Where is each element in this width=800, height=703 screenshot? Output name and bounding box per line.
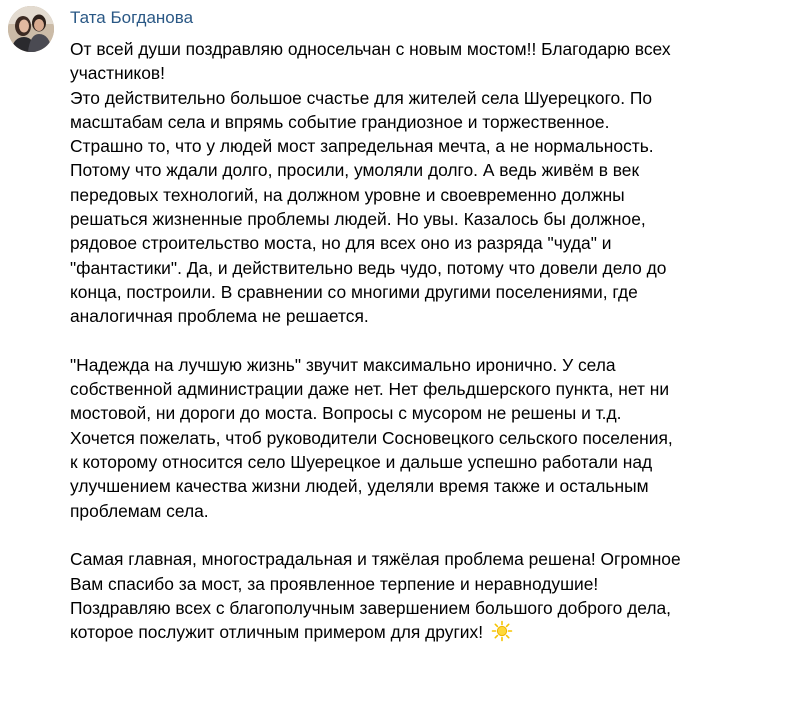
text-line: проблемам села. xyxy=(70,500,209,521)
text-line: собственной администрации даже нет. Нет фельдшерского пункта, нет ни xyxy=(70,379,670,400)
text-line: аналогичная проблема не решается. xyxy=(70,306,369,327)
text-line: решаться жизненные проблемы людей. Но увы. Казалось бы должное, xyxy=(70,209,646,230)
author-name-link[interactable]: Тата Богданова xyxy=(70,8,194,27)
text-line-last xyxy=(70,620,794,644)
text-line: улучшением качества жизни людей, уделяли время также и остальным xyxy=(70,476,649,497)
avatar-photo xyxy=(8,6,54,52)
text-line: Страшно то, что у людей мост запредельная мечта, а не нормальность. xyxy=(70,136,654,157)
text-line: "фантастики". Да, и действительно ведь чудо, потому что довели дело до xyxy=(70,257,667,278)
text-line: масштабам села и впрямь событие грандиозное и торжественное. xyxy=(70,111,610,132)
text-line: Вам спасибо за мост, за проявленное терпение и неравнодушие! xyxy=(70,573,599,594)
text-line: Потому что ждали долго, просили, умоляли долго. А ведь живём в век xyxy=(70,160,640,181)
text-line: рядовое строительство моста, но для всех оно из разряда "чуда" и xyxy=(70,233,612,254)
sun-icon xyxy=(491,620,513,642)
text-line: конца, построили. В сравнении со многими другими поселениями, где xyxy=(70,281,638,302)
text-line: От всей души поздравляю односельчан с новым мостом!! Благодарю всех xyxy=(70,39,671,59)
text-line: к которому относится село Шуерецкое и дальше успешно работали над xyxy=(70,452,653,473)
text-line: Самая главная, многострадальная и тяжёлая проблема решена! Огромное xyxy=(70,549,681,570)
avatar[interactable] xyxy=(8,6,54,52)
text-line-content: которое послужит отличным примером для других! xyxy=(70,622,484,643)
text-line: передовых технологий, на должном уровне и своевременно должны xyxy=(70,184,625,205)
next-comment-cut-off xyxy=(70,693,370,703)
paragraph-3 xyxy=(70,547,794,644)
paragraph-gap xyxy=(70,523,794,547)
paragraph-gap xyxy=(70,329,794,353)
text-line: Хочется пожелать, чтоб руководители Сосновецкого сельского поселения, xyxy=(70,427,673,448)
text-line: "Надежда на лучшую жизнь" звучит максимально иронично. У села xyxy=(70,354,616,375)
text-line: участников! xyxy=(70,63,165,84)
text-line: мостовой, ни дороги до моста. Вопросы с мусором не решены и т.д. xyxy=(70,403,622,424)
paragraph-2 xyxy=(70,353,794,523)
text-line: Поздравляю всех с благополучным завершением большого доброго дела, xyxy=(70,597,672,618)
comment-text xyxy=(70,37,794,644)
text-line: Это действительно большое счастье для жителей села Шуерецкого. По xyxy=(70,87,653,108)
paragraph-1 xyxy=(70,37,794,329)
